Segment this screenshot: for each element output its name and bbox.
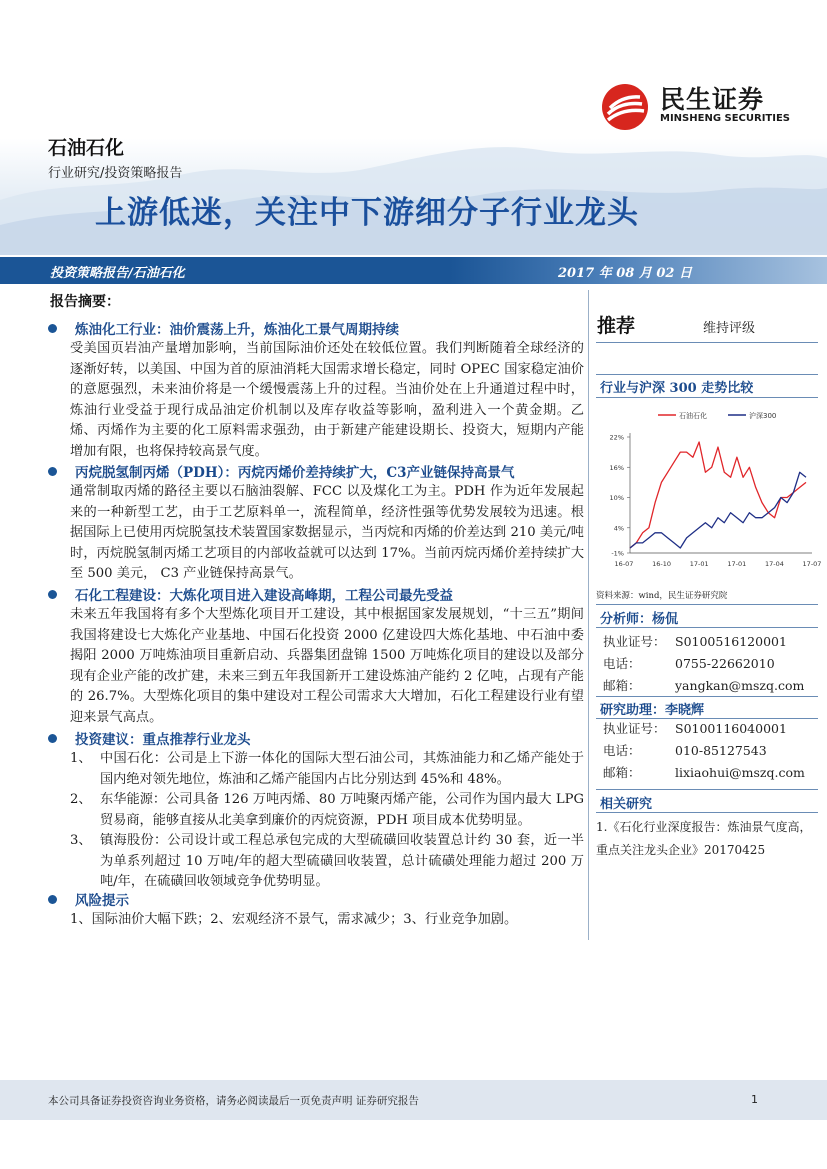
x-tick-label: 17-01 <box>727 560 747 568</box>
contact-key: 电话： <box>603 656 641 671</box>
y-tick-label: 16% <box>609 463 624 472</box>
chart-title: 行业与沪深 300 走势比较 <box>600 381 754 396</box>
chart-source: 资料来源：wind，民生证券研究院 <box>596 591 728 601</box>
section-pdh <box>48 460 584 585</box>
assistant-cert-row <box>603 719 787 737</box>
list-text: 中国石化：公司是上下游一体化的国际大型石油公司，其炼油能力和乙烯产能处于国内绝对领先地位，炼油和乙烯产能国内占比分别达到 45%和 48%。 <box>100 751 584 787</box>
section-heading <box>48 888 584 910</box>
band-report-category: 投资策略报告/石油石化 <box>50 266 185 281</box>
section-body: 通常制取丙烯的路径主要以石脑油裂解、FCC 以及煤化工为主。PDH 作为近年发展起来的一种新型工艺，由于工艺原料单一，流程简单，经济性强等优势发展较为迅速。根据国际上已使用丙烷脱氢技术装置国家数据显示，当丙烷和丙烯的价差达到 210 美元/吨时，丙烷脱氢制丙烯工艺项目的内部收益就可以达到 17%。当前丙烷丙烯价差持续扩大至 500 美元， C3 产业链保持高景气。 <box>70 484 584 581</box>
list-item <box>70 831 584 893</box>
list-number: 3、 <box>70 833 92 848</box>
assistant-cert: S0100116040001 <box>675 721 787 736</box>
contact-key: 邮箱： <box>603 765 641 780</box>
section-heading-text: 石化工程建设：大炼化项目进入建设高峰期，工程公司最先受益 <box>75 588 453 604</box>
assistant-top-rule <box>596 696 818 697</box>
section-heading <box>48 583 584 605</box>
list-number: 1、 <box>70 751 92 766</box>
x-tick-label: 16-10 <box>652 560 672 568</box>
section-heading-text: 炼油化工行业：油价震荡上升，炼油化工景气周期持续 <box>75 322 399 338</box>
contact-key: 执业证号： <box>603 721 666 736</box>
bullet-icon <box>48 467 57 476</box>
y-tick-label: 4% <box>613 524 624 533</box>
recommendation-list <box>48 749 584 893</box>
bullet-icon <box>48 734 57 743</box>
rating-value: 维持评级 <box>703 321 756 336</box>
report-date: 2017 年 08 月 02 日 <box>558 266 692 281</box>
related-report-link[interactable]: 1.《石化行业深度报告：炼油景气度高，重点关注龙头企业》20170425 <box>596 820 812 857</box>
assistant-label: 研究助理：李晓辉 <box>600 703 705 718</box>
y-tick-label: 22% <box>609 433 624 442</box>
x-tick-label: 17-07 <box>802 560 821 568</box>
trend-chart <box>596 405 821 583</box>
page-number: 1 <box>751 1093 758 1106</box>
analyst-email-row <box>603 676 804 694</box>
legend-label: 沪深300 <box>749 412 777 420</box>
report-title: 上游低迷，关注中下游细分子行业龙头 <box>95 195 639 231</box>
section-heading-text: 丙烷脱氢制丙烯（PDH）：丙烷丙烯价差持续扩大，C3产业链保持高景气 <box>75 465 515 481</box>
section-risk <box>48 888 584 931</box>
footer-disclaimer: 本公司具备证券投资咨询业务资格，请务必阅读最后一页免责声明 证券研究报告 <box>48 1095 419 1107</box>
report-type: 行业研究/投资策略报告 <box>48 166 183 181</box>
analyst-bottom-rule <box>596 627 818 628</box>
section-refining <box>48 317 584 462</box>
minsheng-logo-icon <box>600 82 650 132</box>
y-tick-label: 10% <box>609 494 624 503</box>
list-item <box>70 790 584 831</box>
related-bottom-rule <box>596 812 818 813</box>
chart-title-top-rule <box>596 374 818 375</box>
analyst-label: 分析师：杨侃 <box>600 612 679 627</box>
analyst-cert: S0100516120001 <box>675 634 787 649</box>
x-tick-label: 17-01 <box>689 560 709 568</box>
section-body: 受美国页岩油产量增加影响，当前国际油价还处在较低位置。我们判断随着全球经济的逐渐好转，以美国、中国为首的原油消耗大国需求增长稳定，同时 OPEC 国家稳定油价的意愿强烈，未来油价将是一个缓慢震荡上升的过程。当油价处在上升通道过程中时，炼油行业受益于现行成品油定价机制以及库存收益等影响，盈利进入一个黄金期。乙烯、丙烯作为主要的化工原料需求强劲，由于新建产能建设期长、投资大，短期内产能增加有限，也将保持较高景气度。 <box>70 341 584 459</box>
section-heading <box>48 460 584 482</box>
legend-label: 石油石化 <box>679 412 707 420</box>
x-tick-label: 16-07 <box>614 560 634 568</box>
assistant-phone: 010-85127543 <box>675 743 767 758</box>
analyst-phone-row <box>603 654 775 672</box>
logo-text-cn: 民生证券 <box>660 85 765 114</box>
assistant-email-row <box>603 763 805 781</box>
bullet-icon <box>48 324 57 333</box>
contact-key: 执业证号： <box>603 634 666 649</box>
summary-label: 报告摘要： <box>50 294 120 310</box>
chart-title-bottom-rule <box>596 397 818 398</box>
column-divider <box>588 290 589 940</box>
sector-title: 石油石化 <box>48 137 125 159</box>
analyst-top-rule <box>596 604 818 605</box>
analyst-email[interactable]: yangkan@mszq.com <box>675 678 805 693</box>
series-line-hs300 <box>630 472 806 548</box>
list-item <box>70 749 584 790</box>
bullet-icon <box>48 895 57 904</box>
assistant-phone-row <box>603 741 767 759</box>
series-line-petrochemical <box>630 442 806 548</box>
list-text: 东华能源：公司具备 126 万吨丙烯、80 万吨聚丙烯产能，公司作为国内最大 LPG 贸易商，能够直接从北美拿到廉价的丙烷资源，PDH 项目成本优势明显。 <box>100 792 584 828</box>
section-engineering <box>48 583 584 728</box>
contact-key: 电话： <box>603 743 641 758</box>
section-heading <box>48 317 584 339</box>
assistant-email[interactable]: lixiaohui@mszq.com <box>675 765 805 780</box>
x-tick-label: 17-04 <box>764 560 784 568</box>
related-label: 相关研究 <box>600 797 653 812</box>
section-body: 未来五年我国将有多个大型炼化项目开工建设，其中根据国家发展规划，“十三五”期间我国将建设七大炼化产业基地、中国石化投资 2000 亿建设四大炼化基地、中石油中委揭阳 2000 万吨炼油项目重新启动、兵器集团盘锦 1500 万吨炼化项目的建设以及部分现有企业产能的改扩建，未来三到五年我国新开工建设炼油产能约 2 亿吨，占现有产能的 26.7%。大型炼化项目的集中建设对工程公司需求大大增加，石化工程建设行业有望迎来景气高点。 <box>70 607 584 725</box>
bullet-icon <box>48 590 57 599</box>
list-text: 镇海股份：公司设计或工程总承包完成的大型硫磺回收装置总计约 30 套，近一半为单系列超过 10 万吨/年的超大型硫磺回收装置，总计硫磺处理能力超过 200 万吨/年，在硫磺回收领域竞争优势明显。 <box>100 833 584 889</box>
list-number: 2、 <box>70 792 92 807</box>
section-heading <box>48 727 584 749</box>
rating-label: 推荐 <box>597 315 636 337</box>
rating-divider <box>596 342 818 343</box>
y-tick-label: -1% <box>611 549 624 558</box>
contact-key: 邮箱： <box>603 678 641 693</box>
related-top-rule <box>596 789 818 790</box>
section-heading-text: 投资建议：重点推荐行业龙头 <box>75 732 251 748</box>
section-body: 1、国际油价大幅下跌；2、宏观经济不景气，需求减少；3、行业竞争加剧。 <box>70 912 518 927</box>
section-investment <box>48 727 584 893</box>
analyst-phone: 0755-22662010 <box>675 656 775 671</box>
section-heading-text: 风险提示 <box>75 893 129 909</box>
analyst-cert-row <box>603 632 787 650</box>
logo-text-en: MINSHENG SECURITIES <box>660 113 790 124</box>
